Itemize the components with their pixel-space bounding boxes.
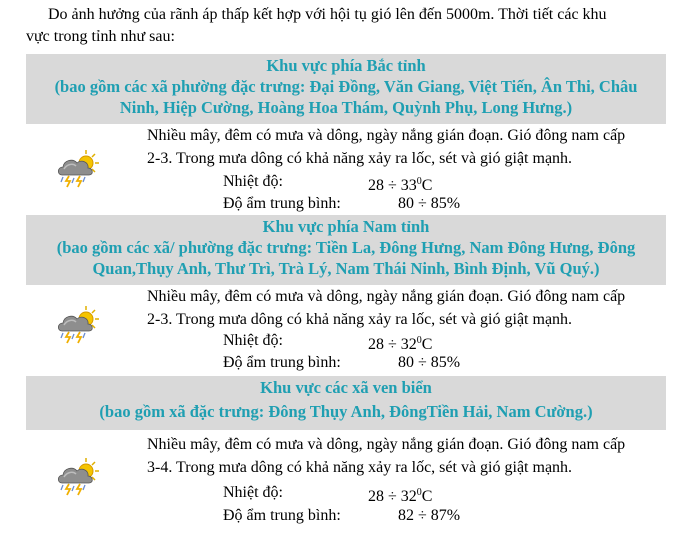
humidity-value: 82 ÷ 87% xyxy=(398,507,461,524)
description-line-2: 2-3. Trong mưa dông có khả năng xảy ra lốc, sét và gió giật mạnh. xyxy=(147,150,573,167)
temperature-value: $28 \div 32^0C$ xyxy=(368,487,433,505)
rain-thunder-sun-icon xyxy=(56,457,100,497)
humidity-row xyxy=(223,352,461,374)
description-line-2: 2-3. Trong mưa dông có khả năng xảy ra lốc, sét và gió giật mạnh. xyxy=(147,311,573,328)
temperature-label: Nhiệt độ: xyxy=(223,332,283,349)
temperature-row xyxy=(223,330,433,353)
intro-paragraph xyxy=(26,4,666,48)
temperature-label: Nhiệt độ: xyxy=(223,173,283,190)
region-title: Khu vực các xã ven biển xyxy=(260,378,432,397)
region-subtitle-line-1: (bao gồm xã đặc trưng: Đông Thụy Anh, ĐôngTiền Hải, Nam Cường.) xyxy=(99,402,593,421)
humidity-value: 80 ÷ 85% xyxy=(398,195,461,212)
region-coastal-header xyxy=(26,376,666,430)
rain-thunder-sun-icon xyxy=(56,149,100,189)
humidity-value: 80 ÷ 85% xyxy=(398,354,461,371)
region-title: Khu vực phía Nam tỉnh xyxy=(262,217,430,236)
region-coastal-body xyxy=(26,433,666,533)
description-line-1: Nhiều mây, đêm có mưa và dông, ngày nắng gián đoạn. Gió đông nam cấp xyxy=(147,127,626,144)
humidity-label: Độ ẩm trung bình: xyxy=(223,195,341,212)
intro-line-1: Do ảnh hưởng của rãnh áp thấp kết hợp với hội tụ gió lên đến 5000m. Thời tiết các khu xyxy=(48,6,607,23)
humidity-row xyxy=(223,505,461,527)
description-line-1: Nhiều mây, đêm có mưa và dông, ngày nắng gián đoạn. Gió đông nam cấp xyxy=(147,436,626,453)
region-subtitle-line-2: Ninh, Hiệp Cường, Hoàng Hoa Thám, Quỳnh Phụ, Long Hưng.) xyxy=(119,98,573,117)
temperature-row xyxy=(223,171,433,194)
humidity-label: Độ ẩm trung bình: xyxy=(223,354,341,371)
temperature-row xyxy=(223,482,433,505)
description-line-1: Nhiều mây, đêm có mưa và dông, ngày nắng gián đoạn. Gió đông nam cấp xyxy=(147,288,626,305)
region-south-body xyxy=(26,285,666,375)
region-south-header xyxy=(26,215,666,285)
forecast-description xyxy=(147,124,667,170)
temperature-value: $28 \div 33^0C$ xyxy=(368,176,433,194)
humidity-label: Độ ẩm trung bình: xyxy=(223,507,341,524)
region-subtitle-line-2: Quan,Thụy Anh, Thư Trì, Trà Lý, Nam Thái Ninh, Bình Định, Vũ Quý.) xyxy=(92,259,600,278)
temperature-label: Nhiệt độ: xyxy=(223,484,283,501)
humidity-row xyxy=(223,193,461,215)
description-line-2: 3-4. Trong mưa dông có khả năng xảy ra lốc, sét và gió giật mạnh. xyxy=(147,459,573,476)
temperature-value: $28 \div 32^0C$ xyxy=(368,335,433,353)
forecast-description xyxy=(147,285,667,331)
region-title: Khu vực phía Bắc tỉnh xyxy=(266,56,426,75)
rain-thunder-sun-icon xyxy=(56,305,100,345)
region-north-body xyxy=(26,124,666,214)
region-subtitle-line-1: (bao gồm các xã phường đặc trưng: Đại Đồng, Văn Giang, Việt Tiến, Ân Thi, Châu xyxy=(54,77,638,96)
region-subtitle-line-1: (bao gồm các xã/ phường đặc trưng: Tiền La, Đông Hưng, Nam Đông Hưng, Đông xyxy=(56,238,636,257)
intro-line-2: vực trong tỉnh như sau: xyxy=(26,28,175,45)
region-north-header xyxy=(26,54,666,124)
forecast-description xyxy=(147,433,667,479)
